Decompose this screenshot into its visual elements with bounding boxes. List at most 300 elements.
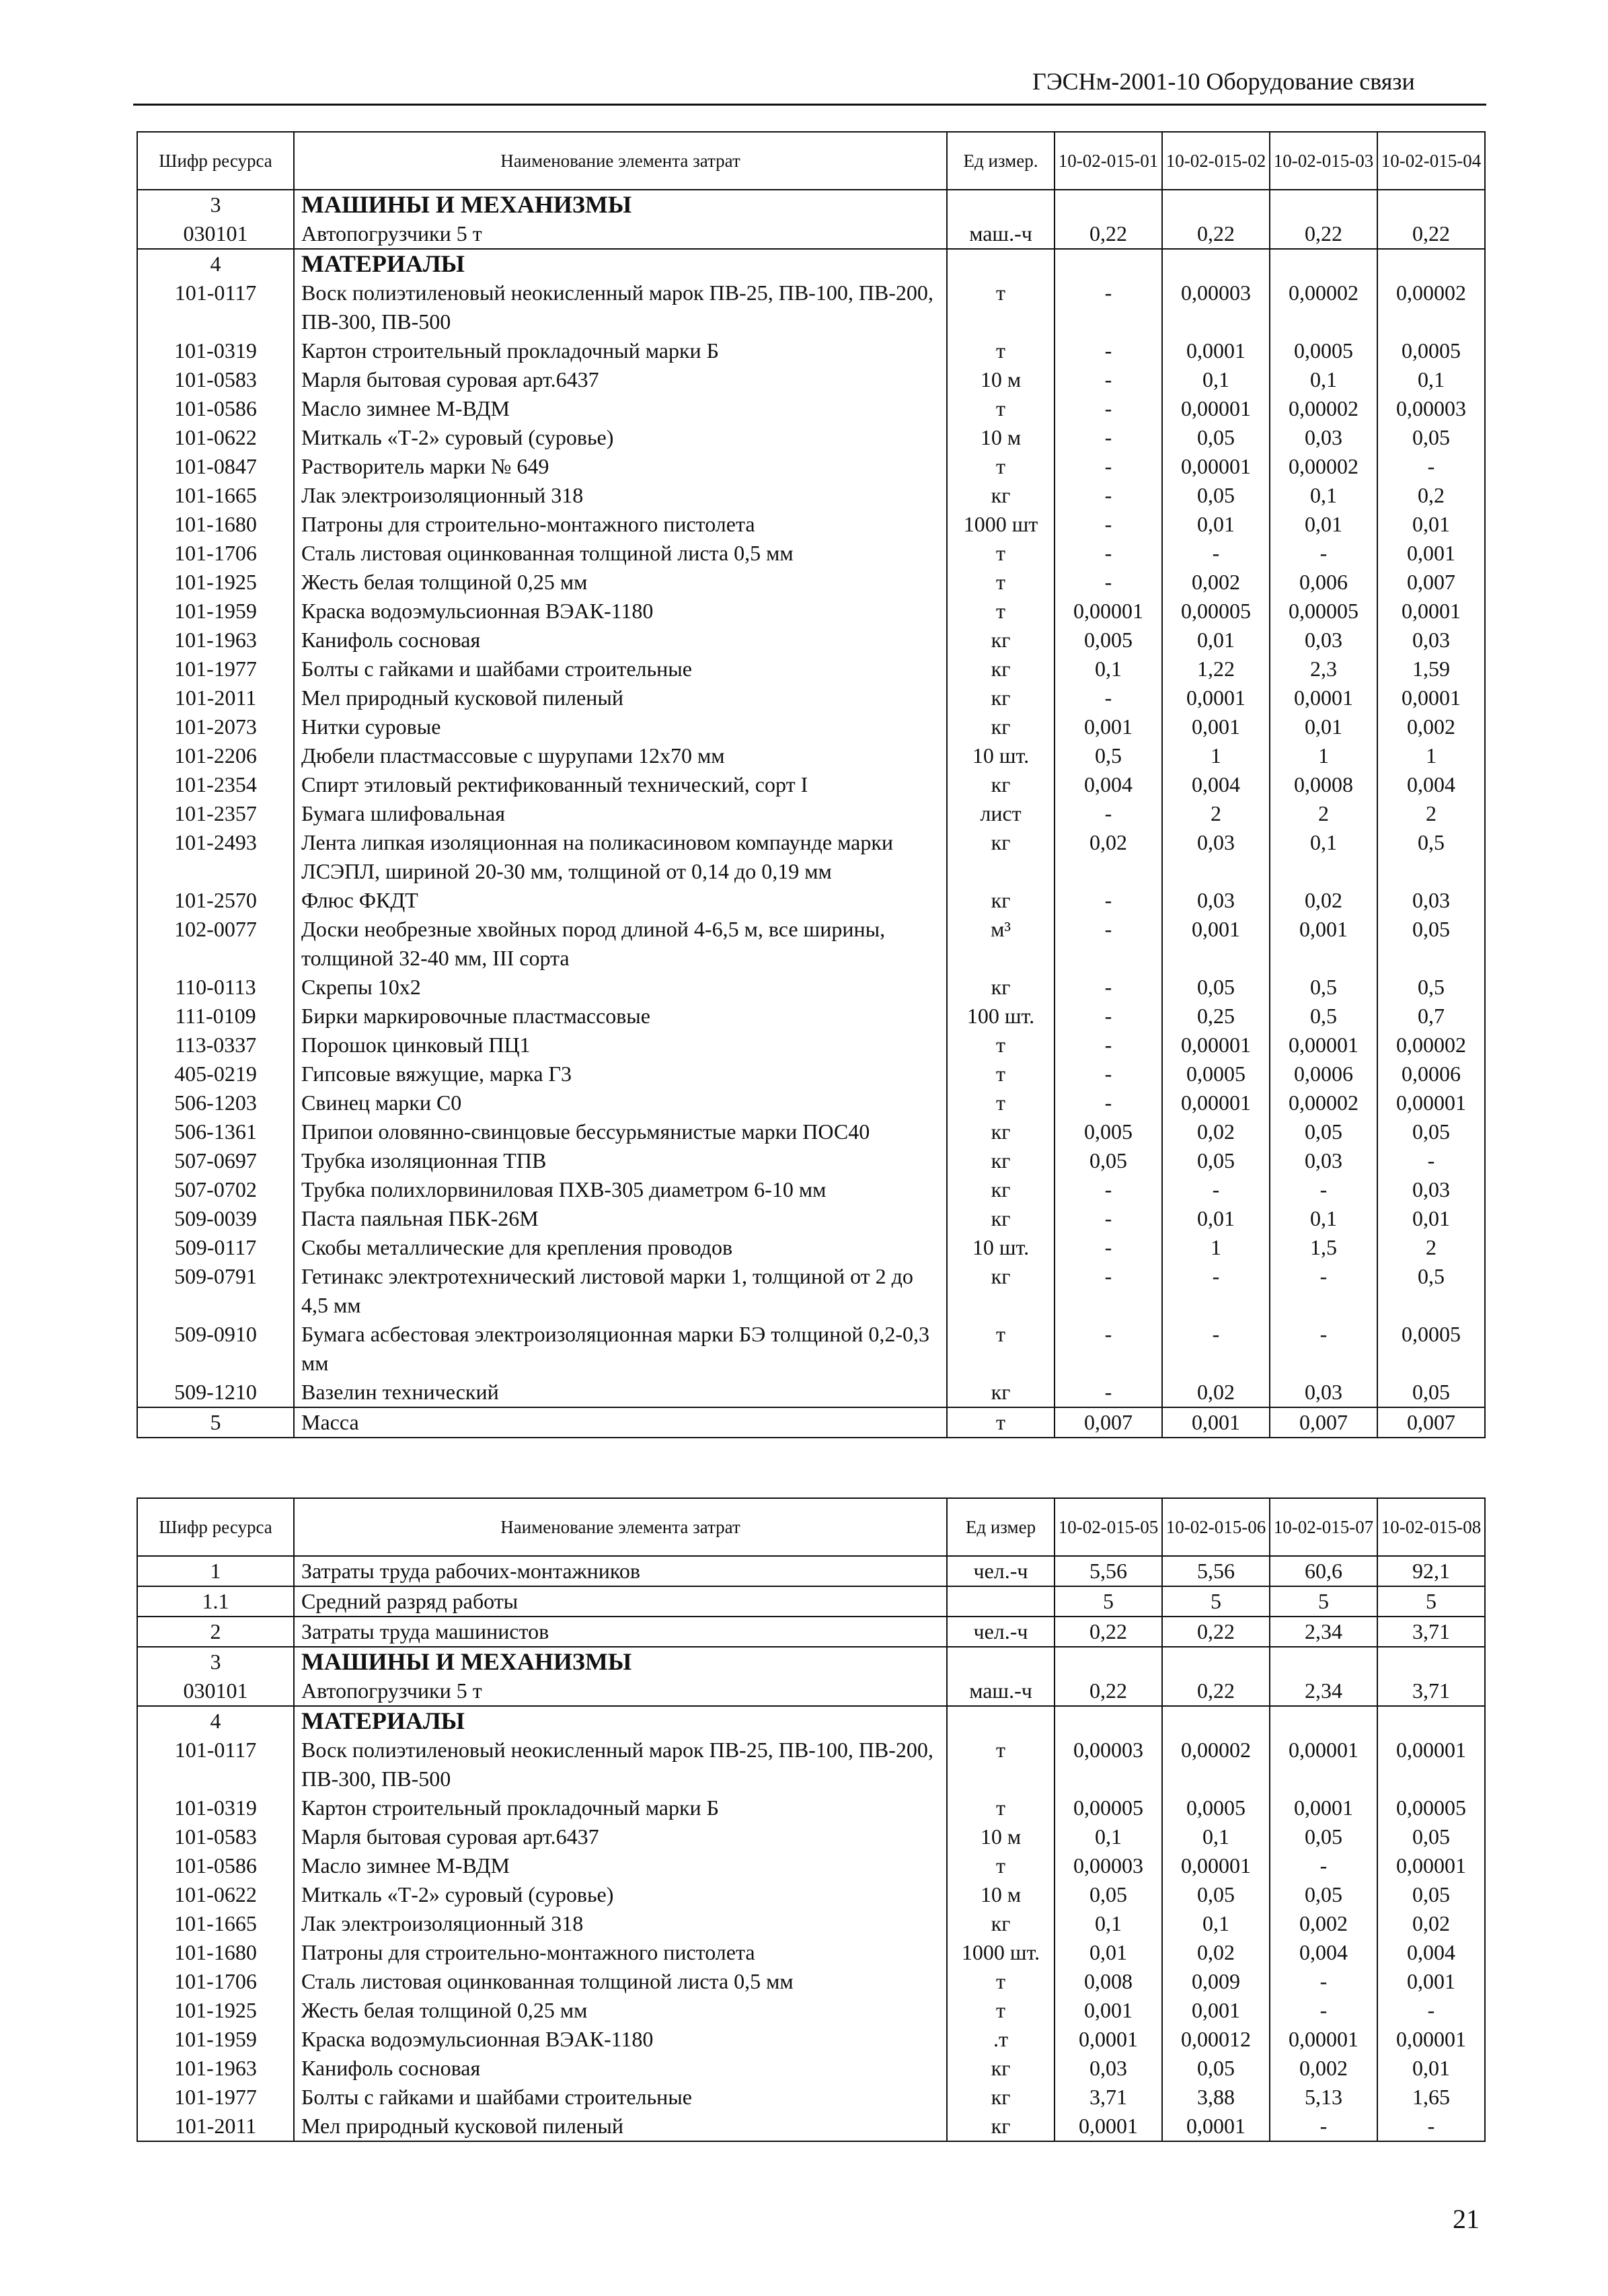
cost-element-name: Лента липкая изоляционная на поликасиновом компаунде марки ЛСЭПЛ, шириной 20-30 мм, толщиной от 0,14 до 0,19 мм — [294, 828, 947, 886]
norm-value: 0,01 — [1162, 510, 1270, 539]
table-row — [137, 886, 1485, 915]
cost-element-name: Спирт этиловый ректификованный технический, сорт I — [294, 770, 947, 799]
norm-value: - — [1055, 1233, 1162, 1262]
norm-value: 0,01 — [1162, 1204, 1270, 1233]
col-header-norm: 10-02-015-02 — [1162, 132, 1270, 190]
norm-value: - — [1270, 1262, 1377, 1320]
norm-value — [1055, 249, 1162, 279]
unit-of-measure: т — [947, 539, 1055, 568]
norm-value: 92,1 — [1377, 1556, 1485, 1586]
norm-value: - — [1270, 539, 1377, 568]
norm-value: 0,02 — [1377, 1909, 1485, 1938]
norm-value: 0,004 — [1055, 770, 1162, 799]
norm-value: 0,00001 — [1270, 1031, 1377, 1060]
table-row — [137, 799, 1485, 828]
unit-of-measure: кг — [947, 973, 1055, 1002]
unit-of-measure: кг — [947, 1378, 1055, 1407]
resources-table-1 — [137, 131, 1486, 1438]
cost-element-name: Патроны для строительно-монтажного пистолета — [294, 510, 947, 539]
norm-value — [1162, 1706, 1270, 1736]
cost-element-name: Болты с гайками и шайбами строительные — [294, 2083, 947, 2112]
norm-value: 0,001 — [1055, 712, 1162, 741]
norm-value: 0,00001 — [1270, 2025, 1377, 2054]
norm-value — [1270, 1706, 1377, 1736]
norm-value: 1,59 — [1377, 655, 1485, 683]
cost-element-name: Растворитель марки № 649 — [294, 452, 947, 481]
resource-code: 509-0117 — [137, 1233, 294, 1262]
col-header-name: Наименование элемента затрат — [294, 1498, 947, 1556]
unit-of-measure: 10 м — [947, 1880, 1055, 1909]
unit-of-measure: т — [947, 1793, 1055, 1822]
norm-value: 0,0001 — [1270, 1793, 1377, 1822]
resource-code: 101-2011 — [137, 683, 294, 712]
norm-value: - — [1162, 1320, 1270, 1378]
section-heading-row — [137, 190, 1485, 219]
norm-value: 0,22 — [1377, 219, 1485, 249]
norm-value: 0,05 — [1162, 1146, 1270, 1175]
norm-value: 0,009 — [1162, 1967, 1270, 1996]
norm-value: 0,22 — [1055, 1676, 1162, 1706]
norm-value: 0,22 — [1162, 1617, 1270, 1647]
resource-code: 101-1665 — [137, 1909, 294, 1938]
table-row — [137, 1822, 1485, 1851]
unit-of-measure: кг — [947, 712, 1055, 741]
resource-code: 101-0622 — [137, 423, 294, 452]
resource-code: 101-1959 — [137, 2025, 294, 2054]
norm-value: 0,0006 — [1377, 1060, 1485, 1088]
cost-element-name: Скрепы 10х2 — [294, 973, 947, 1002]
norm-value: - — [1055, 1088, 1162, 1117]
resource-code: 101-0583 — [137, 365, 294, 394]
table-row — [137, 2112, 1485, 2141]
norm-value: 3,71 — [1055, 2083, 1162, 2112]
norm-value: - — [1377, 452, 1485, 481]
norm-value: 0,1 — [1270, 828, 1377, 886]
header-rule — [133, 104, 1486, 106]
norm-value: - — [1055, 1060, 1162, 1088]
col-header-norm: 10-02-015-03 — [1270, 132, 1377, 190]
unit-of-measure: кг — [947, 626, 1055, 655]
norm-value: 0,00002 — [1270, 279, 1377, 336]
norm-value: 0,006 — [1270, 568, 1377, 597]
norm-value: - — [1055, 973, 1162, 1002]
norm-value: 0,05 — [1162, 973, 1270, 1002]
unit-of-measure: т — [947, 336, 1055, 365]
resource-code: 030101 — [137, 1676, 294, 1706]
norm-value: 0,01 — [1377, 2054, 1485, 2083]
norm-value: 0,22 — [1055, 1617, 1162, 1647]
norm-value: 0,0001 — [1377, 683, 1485, 712]
cost-element-name: Затраты труда машинистов — [294, 1617, 947, 1647]
norm-value: 0,00005 — [1162, 597, 1270, 626]
norm-value: 0,00001 — [1055, 597, 1162, 626]
table-row — [137, 1586, 1485, 1617]
unit-of-measure: т — [947, 394, 1055, 423]
norm-value: 0,00003 — [1055, 1736, 1162, 1793]
norm-value — [1270, 190, 1377, 219]
norm-value: - — [1055, 1031, 1162, 1060]
unit-of-measure: т — [947, 1851, 1055, 1880]
norm-value: 0,0005 — [1162, 1060, 1270, 1088]
norm-value: 0,00005 — [1055, 1793, 1162, 1822]
col-header-unit: Ед измер — [947, 1498, 1055, 1556]
norm-value: 0,00001 — [1377, 1736, 1485, 1793]
norm-value: 0,0001 — [1055, 2025, 1162, 2054]
norm-value — [1162, 1647, 1270, 1676]
cost-element-name: Затраты труда рабочих-монтажников — [294, 1556, 947, 1586]
norm-value: 0,004 — [1377, 770, 1485, 799]
norm-value — [1377, 190, 1485, 219]
unit-of-measure: 10 шт. — [947, 741, 1055, 770]
table-row — [137, 712, 1485, 741]
table-row — [137, 1204, 1485, 1233]
unit-of-measure: кг — [947, 1175, 1055, 1204]
resource-code: 509-0910 — [137, 1320, 294, 1378]
table-row — [137, 539, 1485, 568]
cost-element-name: Жесть белая толщиной 0,25 мм — [294, 568, 947, 597]
unit-of-measure: т — [947, 1736, 1055, 1793]
norm-value: 0,05 — [1162, 2054, 1270, 2083]
norm-value: - — [1377, 2112, 1485, 2141]
norm-value: - — [1055, 481, 1162, 510]
table-row — [137, 1736, 1485, 1793]
table-row — [137, 1060, 1485, 1088]
norm-value: 0,03 — [1377, 626, 1485, 655]
resource-code: 111-0109 — [137, 1002, 294, 1031]
unit-of-measure: маш.-ч — [947, 219, 1055, 249]
resources-table-2 — [137, 1497, 1486, 2142]
cost-element-name: Масса — [294, 1407, 947, 1438]
cost-element-name: МАТЕРИАЛЫ — [294, 1706, 947, 1736]
cost-element-name: Воск полиэтиленовый неокисленный марок ПВ-25, ПВ-100, ПВ-200, ПВ-300, ПВ-500 — [294, 1736, 947, 1793]
norm-value: 0,007 — [1377, 1407, 1485, 1438]
norm-value: 0,03 — [1270, 423, 1377, 452]
cost-element-name: Вазелин технический — [294, 1378, 947, 1407]
col-header-norm: 10-02-015-01 — [1055, 132, 1162, 190]
cost-element-name: Краска водоэмульсионная ВЭАК-1180 — [294, 597, 947, 626]
resource-code: 101-2011 — [137, 2112, 294, 2141]
section-heading-row — [137, 249, 1485, 279]
norm-value: - — [1055, 1204, 1162, 1233]
norm-value: 0,00001 — [1162, 1851, 1270, 1880]
norm-value: 0,22 — [1270, 219, 1377, 249]
unit-of-measure: т — [947, 568, 1055, 597]
norm-value: 0,01 — [1270, 510, 1377, 539]
norm-value: 0,00002 — [1270, 1088, 1377, 1117]
norm-value — [1377, 1706, 1485, 1736]
norm-value: 3,71 — [1377, 1617, 1485, 1647]
cost-element-name: Болты с гайками и шайбами строительные — [294, 655, 947, 683]
unit-of-measure: кг — [947, 1146, 1055, 1175]
unit-of-measure: т — [947, 1967, 1055, 1996]
norm-value: 0,00001 — [1162, 1031, 1270, 1060]
norm-value: 5 — [1162, 1586, 1270, 1617]
norm-value: 0,007 — [1377, 568, 1485, 597]
norm-value: 0,0005 — [1377, 336, 1485, 365]
norm-value: 0,5 — [1377, 973, 1485, 1002]
resource-code: 3 — [137, 1647, 294, 1676]
cost-element-name: Лак электроизоляционный 318 — [294, 481, 947, 510]
col-header-norm: 10-02-015-04 — [1377, 132, 1485, 190]
cost-element-name: Канифоль сосновая — [294, 2054, 947, 2083]
cost-element-name: Лак электроизоляционный 318 — [294, 1909, 947, 1938]
norm-value: 0,001 — [1270, 915, 1377, 973]
cost-element-name: Паста паяльная ПБК-26М — [294, 1204, 947, 1233]
cost-element-name: Бирки маркировочные пластмассовые — [294, 1002, 947, 1031]
table-row — [137, 973, 1485, 1002]
unit-of-measure: кг — [947, 770, 1055, 799]
norm-value: 0,004 — [1270, 1938, 1377, 1967]
norm-value: 0,00005 — [1270, 597, 1377, 626]
norm-value: 0,05 — [1162, 1880, 1270, 1909]
norm-value: - — [1055, 365, 1162, 394]
unit-of-measure: т — [947, 279, 1055, 336]
norm-value: - — [1055, 336, 1162, 365]
norm-value: - — [1270, 1320, 1377, 1378]
unit-of-measure: 10 м — [947, 423, 1055, 452]
cost-element-name: Масло зимнее М-ВДМ — [294, 394, 947, 423]
norm-value: 0,00002 — [1270, 452, 1377, 481]
table-row — [137, 1233, 1485, 1262]
cost-element-name: Бумага шлифовальная — [294, 799, 947, 828]
unit-of-measure — [947, 1706, 1055, 1736]
unit-of-measure: 10 шт. — [947, 1233, 1055, 1262]
norm-value: 0,03 — [1270, 626, 1377, 655]
norm-value: 5,56 — [1055, 1556, 1162, 1586]
table-body — [137, 1556, 1485, 2141]
col-header-unit: Ед измер. — [947, 132, 1055, 190]
cost-element-name: Трубка изоляционная ТПВ — [294, 1146, 947, 1175]
norm-value: 0,0008 — [1270, 770, 1377, 799]
table-header-row — [137, 132, 1485, 190]
cost-element-name: Сталь листовая оцинкованная толщиной листа 0,5 мм — [294, 1967, 947, 1996]
table-row — [137, 655, 1485, 683]
norm-value: - — [1055, 683, 1162, 712]
norm-value: 0,001 — [1377, 539, 1485, 568]
norm-value: 0,1 — [1377, 365, 1485, 394]
cost-element-name: Средний разряд работы — [294, 1586, 947, 1617]
col-header-norm: 10-02-015-08 — [1377, 1498, 1485, 1556]
resource-code: 101-2357 — [137, 799, 294, 828]
resource-code: 101-0847 — [137, 452, 294, 481]
col-header-code: Шифр ресурса — [137, 132, 294, 190]
table-row — [137, 2083, 1485, 2112]
norm-value: 0,05 — [1162, 481, 1270, 510]
norm-value: 0,00002 — [1270, 394, 1377, 423]
norm-value: 0,00002 — [1377, 1031, 1485, 1060]
table-row — [137, 1880, 1485, 1909]
norm-value: 0,22 — [1162, 219, 1270, 249]
norm-value: 0,0001 — [1270, 683, 1377, 712]
unit-of-measure: т — [947, 1031, 1055, 1060]
norm-value: 0,1 — [1270, 365, 1377, 394]
table-row — [137, 828, 1485, 886]
norm-value: 0,001 — [1377, 1967, 1485, 1996]
unit-of-measure: кг — [947, 1909, 1055, 1938]
table-row — [137, 452, 1485, 481]
norm-value: 0,1 — [1162, 1909, 1270, 1938]
norm-value — [1270, 249, 1377, 279]
cost-element-name: Трубка полихлорвиниловая ПХВ-305 диаметром 6-10 мм — [294, 1175, 947, 1204]
table-row — [137, 683, 1485, 712]
norm-value: 0,00001 — [1377, 1088, 1485, 1117]
norm-value: 0,02 — [1162, 1117, 1270, 1146]
norm-value — [1377, 1647, 1485, 1676]
cost-element-name: Картон строительный прокладочный марки Б — [294, 336, 947, 365]
resource-code: 506-1361 — [137, 1117, 294, 1146]
norm-value: 0,05 — [1270, 1822, 1377, 1851]
norm-value: - — [1377, 1996, 1485, 2025]
norm-value: 0,005 — [1055, 1117, 1162, 1146]
norm-value: 0,03 — [1162, 828, 1270, 886]
norm-value: 0,03 — [1055, 2054, 1162, 2083]
norm-value: 0,05 — [1377, 1822, 1485, 1851]
norm-value: 0,1 — [1270, 1204, 1377, 1233]
unit-of-measure — [947, 249, 1055, 279]
norm-value: - — [1270, 1851, 1377, 1880]
norm-value: - — [1270, 1175, 1377, 1204]
table-row — [137, 1967, 1485, 1996]
unit-of-measure: кг — [947, 828, 1055, 886]
norm-value: 0,002 — [1270, 1909, 1377, 1938]
norm-value: 0,5 — [1377, 828, 1485, 886]
norm-value: 0,1 — [1055, 655, 1162, 683]
cost-element-name: Масло зимнее М-ВДМ — [294, 1851, 947, 1880]
norm-value: 0,0005 — [1377, 1320, 1485, 1378]
resource-code: 1 — [137, 1556, 294, 1586]
norm-value: 0,05 — [1377, 1117, 1485, 1146]
norm-value: 0,007 — [1270, 1407, 1377, 1438]
cost-element-name: Сталь листовая оцинкованная толщиной листа 0,5 мм — [294, 539, 947, 568]
resource-code: 3 — [137, 190, 294, 219]
norm-value: 0,00001 — [1162, 1088, 1270, 1117]
cost-element-name: Мел природный кусковой пиленый — [294, 2112, 947, 2141]
cost-element-name: Автопогрузчики 5 т — [294, 219, 947, 249]
resource-code: 101-1706 — [137, 539, 294, 568]
unit-of-measure: м³ — [947, 915, 1055, 973]
resource-code: 030101 — [137, 219, 294, 249]
norm-value: 0,0001 — [1055, 2112, 1162, 2141]
table-row — [137, 1378, 1485, 1407]
unit-of-measure: кг — [947, 1204, 1055, 1233]
norm-value: - — [1055, 1175, 1162, 1204]
norm-value: 0,1 — [1270, 481, 1377, 510]
unit-of-measure: кг — [947, 2112, 1055, 2141]
resource-code: 1.1 — [137, 1586, 294, 1617]
norm-value: - — [1270, 1996, 1377, 2025]
cost-element-name: Порошок цинковый ПЦ1 — [294, 1031, 947, 1060]
resource-code: 101-1963 — [137, 2054, 294, 2083]
norm-value: 0,05 — [1377, 1880, 1485, 1909]
norm-value: - — [1162, 539, 1270, 568]
norm-value: 0,22 — [1162, 1676, 1270, 1706]
table-row — [137, 741, 1485, 770]
norm-value — [1162, 249, 1270, 279]
cost-element-name: Краска водоэмульсионная ВЭАК-1180 — [294, 2025, 947, 2054]
resource-code: 101-0319 — [137, 336, 294, 365]
norm-value: - — [1055, 915, 1162, 973]
cost-element-name: Доски необрезные хвойных пород длиной 4-6,5 м, все ширины, толщиной 32-40 мм, III сорта — [294, 915, 947, 973]
norm-value: 0,02 — [1162, 1378, 1270, 1407]
norm-value: 0,02 — [1270, 886, 1377, 915]
norm-value: - — [1055, 279, 1162, 336]
norm-value: 5 — [1377, 1586, 1485, 1617]
norm-value: - — [1055, 452, 1162, 481]
norm-value: 0,0001 — [1377, 597, 1485, 626]
col-header-norm: 10-02-015-05 — [1055, 1498, 1162, 1556]
table-row — [137, 1320, 1485, 1378]
unit-of-measure: 10 м — [947, 365, 1055, 394]
resource-code: 509-0039 — [137, 1204, 294, 1233]
unit-of-measure: 100 шт. — [947, 1002, 1055, 1031]
norm-value: 0,03 — [1377, 886, 1485, 915]
norm-value: 0,0005 — [1162, 1793, 1270, 1822]
resource-code: 101-1925 — [137, 1996, 294, 2025]
norm-value: 1,22 — [1162, 655, 1270, 683]
table-row — [137, 1938, 1485, 1967]
norm-value: 0,1 — [1055, 1822, 1162, 1851]
norm-value: 0,22 — [1055, 219, 1162, 249]
resource-code: 4 — [137, 1706, 294, 1736]
norm-value: - — [1055, 423, 1162, 452]
norm-value: 0,0001 — [1162, 2112, 1270, 2141]
unit-of-measure: 1000 шт — [947, 510, 1055, 539]
norm-value: - — [1055, 1320, 1162, 1378]
cost-element-name: Скобы металлические для крепления проводов — [294, 1233, 947, 1262]
resource-code: 101-0622 — [137, 1880, 294, 1909]
norm-value: 0,01 — [1162, 626, 1270, 655]
norm-value: 0,00002 — [1377, 279, 1485, 336]
unit-of-measure: т — [947, 1996, 1055, 2025]
resource-code: 101-1706 — [137, 1967, 294, 1996]
table-row — [137, 423, 1485, 452]
norm-value: - — [1055, 568, 1162, 597]
norm-value — [1377, 249, 1485, 279]
table-row — [137, 510, 1485, 539]
norm-value: 1 — [1162, 1233, 1270, 1262]
table-row — [137, 1996, 1485, 2025]
norm-value: 1,5 — [1270, 1233, 1377, 1262]
resource-code: 101-0586 — [137, 394, 294, 423]
table-header-row — [137, 1498, 1485, 1556]
resource-code: 101-0319 — [137, 1793, 294, 1822]
unit-of-measure: кг — [947, 683, 1055, 712]
norm-value: - — [1055, 394, 1162, 423]
unit-of-measure: т — [947, 452, 1055, 481]
norm-value: - — [1055, 1378, 1162, 1407]
resource-code: 101-0583 — [137, 1822, 294, 1851]
table-row — [137, 1556, 1485, 1586]
resource-code: 2 — [137, 1617, 294, 1647]
unit-of-measure: т — [947, 1060, 1055, 1088]
page-number: 21 — [1453, 2204, 1480, 2234]
unit-of-measure: т — [947, 1320, 1055, 1378]
norm-value: - — [1055, 1002, 1162, 1031]
table-row — [137, 481, 1485, 510]
norm-value: - — [1055, 886, 1162, 915]
cost-element-name: Жесть белая толщиной 0,25 мм — [294, 1996, 947, 2025]
resource-code: 507-0702 — [137, 1175, 294, 1204]
unit-of-measure: 1000 шт. — [947, 1938, 1055, 1967]
unit-of-measure: .т — [947, 2025, 1055, 2054]
norm-value: 0,004 — [1377, 1938, 1485, 1967]
col-header-norm: 10-02-015-06 — [1162, 1498, 1270, 1556]
resource-code: 101-1977 — [137, 655, 294, 683]
unit-of-measure: 10 м — [947, 1822, 1055, 1851]
resource-code: 102-0077 — [137, 915, 294, 973]
cost-element-name: МАШИНЫ И МЕХАНИЗМЫ — [294, 190, 947, 219]
norm-value: 0,01 — [1377, 1204, 1485, 1233]
